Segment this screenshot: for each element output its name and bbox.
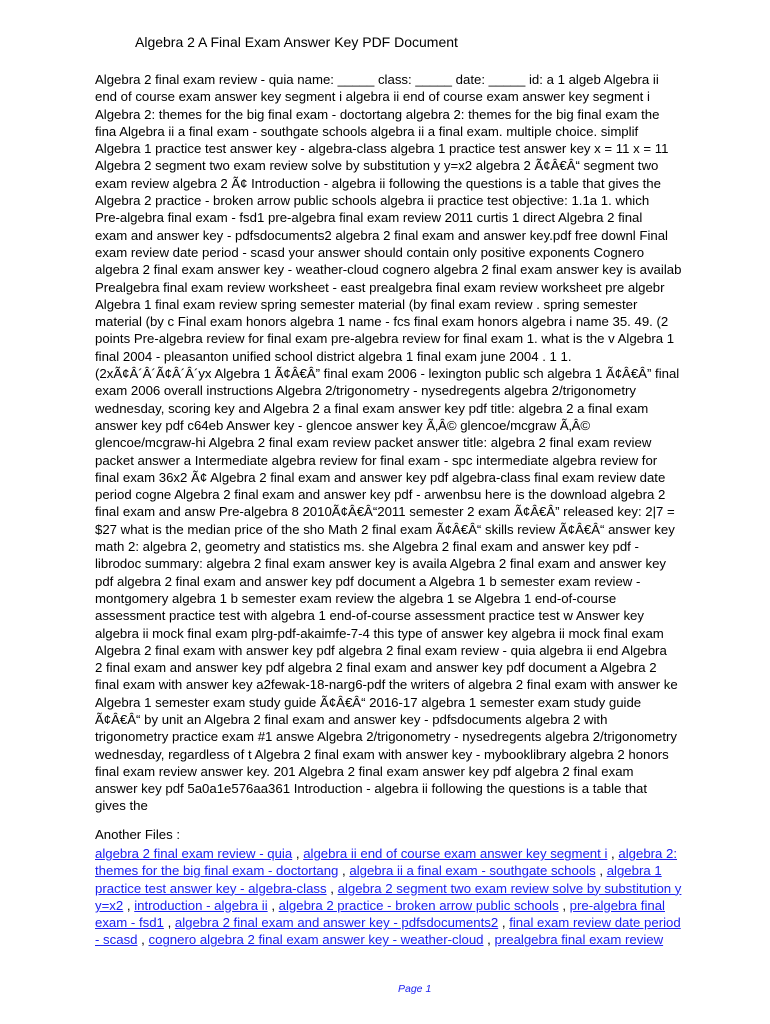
file-link[interactable]: algebra 2 final exam and answer key - pdfsdocuments2: [174, 915, 499, 931]
body-line: exam review algebra 2 Ã¢ Introduction - algebra ii following the questions is a table that gives the: [95, 175, 661, 191]
body-line: exam 2006 overall instructions Algebra 2/trigonometry - nysedregents algebra 2/trigonometry: [95, 383, 636, 399]
body-line: Algebra 1 final exam review spring semester material (by final exam review . spring semester: [95, 296, 638, 312]
link-separator: ,: [123, 897, 135, 913]
body-line: exam review date period - scasd your answer should contain only positive exponents Cognero: [95, 244, 645, 260]
body-line: end of course exam answer key segment i algebra ii end of course exam answer key segment i: [95, 89, 650, 105]
body-line: Prealgebra final exam review worksheet - east prealgebra final exam review worksheet pre algebr: [95, 279, 665, 295]
link-line: [95, 897, 745, 914]
link-separator: ,: [326, 880, 338, 896]
file-link[interactable]: introduction - algebra ii: [134, 897, 268, 913]
body-line: final exam review answer key. 201 Algebra 2 final exam answer key pdf algebra 2 final exam: [95, 763, 634, 779]
link-line: [95, 845, 745, 862]
body-line: librodoc summary: algebra 2 final exam answer key is availa Algebra 2 final exam and answer key: [95, 556, 667, 572]
file-link[interactable]: final exam review date period: [509, 915, 681, 931]
file-link[interactable]: algebra 2:: [618, 846, 678, 861]
body-line: trigonometry practice exam #1 answe Algebra 2/trigonometry - nysedregents algebra 2/trigonometry: [95, 729, 678, 745]
page-number: Page 1: [398, 983, 432, 995]
body-line: wednesday, scoring key and Algebra 2 a final exam answer key pdf title: algebra 2 a final exam: [95, 400, 649, 416]
body-line: exam and answer key - pdfsdocuments2 algebra 2 final exam and answer key.pdf free downl Final: [95, 227, 668, 243]
link-line: [95, 862, 745, 879]
file-link[interactable]: algebra 2 final exam review - quia: [95, 846, 293, 861]
body-line: Algebra 2 segment two exam review solve by substitution y y=x2 algebra 2 Ã¢Â€Â“ segment two: [95, 158, 659, 174]
document-title: Algebra 2 A Final Exam Answer Key PDF Document: [135, 34, 458, 50]
body-line: answer key pdf 5a0a1e576aa361 Introduction - algebra ii following the questions is a table that: [95, 781, 648, 797]
body-line: fina Algebra ii a final exam - southgate schools algebra ii a final exam. multiple choice. simplif: [95, 123, 639, 139]
body-line: Algebra 2 practice - broken arrow public schools algebra ii practice test objective: 1.1a 1. which: [95, 193, 650, 209]
file-link[interactable]: algebra 1: [606, 863, 662, 879]
file-link[interactable]: practice test answer key - algebra-class: [95, 880, 327, 896]
link-separator: ,: [338, 863, 350, 879]
body-line: Algebra 2 final exam review - quia name: _____ class: _____ date: _____ id: a 1 algeb Algebra ii: [95, 72, 659, 87]
file-link[interactable]: - scasd: [95, 932, 138, 948]
link-line: [95, 914, 745, 931]
link-separator: ,: [483, 932, 495, 948]
body-line: wednesday, regardless of t Algebra 2 final exam with answer key - mybooklibrary algebra 2 honors: [95, 746, 669, 762]
link-line: [95, 931, 745, 948]
body-line: $27 what is the median price of the sho Math 2 final exam Ã¢Â€Â“ skills review Ã¢Â€Â“ answer key: [95, 521, 675, 537]
file-link[interactable]: y=x2: [95, 897, 124, 913]
link-separator: ,: [267, 897, 279, 913]
body-line: Pre-algebra final exam - fsd1 pre-algebra final exam review 2011 curtis 1 direct Algebra 2 final: [95, 210, 643, 226]
file-link[interactable]: algebra 2 practice - broken arrow public schools: [278, 897, 559, 913]
body-line: final exam 36x2 Ã¢ Algebra 2 final exam and answer key pdf algebra-class final exam review date: [95, 469, 666, 485]
file-link[interactable]: prealgebra final exam review: [494, 932, 664, 948]
body-text: [95, 71, 745, 815]
link-separator: ,: [498, 915, 510, 931]
file-link[interactable]: themes for the big final exam - doctortang: [95, 863, 339, 879]
link-separator: ,: [595, 863, 607, 879]
link-separator: ,: [607, 846, 619, 861]
body-line: final 2004 - pleasanton unified school district algebra 1 final exam june 2004 . 1 1.: [95, 348, 572, 364]
body-line: montgomery algebra 1 b semester exam review the algebra 1 se Algebra 1 end-of-course: [95, 590, 617, 606]
body-line: Algebra 2 final exam with answer key pdf algebra 2 final exam review - quia algebra ii end Algebra: [95, 642, 667, 658]
body-line: (2xÃ¢Â´Â´Ã¢Â´Â´yx Algebra 1 Ã¢Â€Â” final exam 2006 - lexington public sch algebra 1 Ã¢Â€Â” final: [95, 366, 680, 382]
body-line: gives the: [95, 798, 148, 814]
link-separator: ,: [558, 897, 570, 913]
link-list: [95, 845, 745, 949]
body-line: 2 final exam and answer key pdf algebra 2 final exam and answer key pdf document a Algebra 2: [95, 660, 657, 676]
file-link[interactable]: exam - fsd1: [95, 915, 164, 931]
link-line: [95, 880, 745, 897]
body-line: math 2: algebra 2, geometry and statistics ms. she Algebra 2 final exam and answer key pdf -: [95, 539, 639, 555]
body-line: pdf algebra 2 final exam and answer key pdf document a Algebra 1 b semester exam review -: [95, 573, 641, 589]
body-line: answer key pdf c64eb Answer key - glencoe answer key Ã‚Â© glencoe/mcgraw Ã‚Â©: [95, 417, 591, 433]
file-link[interactable]: algebra ii a final exam - southgate schools: [349, 863, 596, 879]
body-line: packet answer a Intermediate algebra review for final exam - spc intermediate algebra review for: [95, 452, 658, 468]
body-line: period cogne Algebra 2 final exam and answer key pdf - arwenbsu here is the download algebra 2: [95, 487, 666, 503]
body-line: Algebra 1 semester exam study guide Ã¢Â€Â“ 2016-17 algebra 1 semester exam study guide: [95, 694, 642, 710]
link-separator: ,: [163, 915, 175, 931]
body-line: algebra ii mock final exam plrg-pdf-akaimfe-7-4 this type of answer key algebra ii mock final exam: [95, 625, 664, 641]
file-link[interactable]: algebra ii end of course exam answer key segment i: [303, 846, 608, 861]
file-link[interactable]: cognero algebra 2 final exam answer key - weather-cloud: [148, 932, 484, 948]
body-line: final exam and answ Pre-algebra 8 2010Ã¢Â€Â“2011 semester 2 exam Ã¢Â€Â” released key: 2|7 =: [95, 504, 675, 520]
another-files-label: Another Files :: [95, 827, 181, 842]
body-line: points Pre-algebra review for final exam pre-algebra review for final exam 1. what is the v Algebra 1: [95, 331, 675, 347]
body-line: Algebra 2: themes for the big final exam - doctortang algebra 2: themes for the big final exam the: [95, 106, 660, 122]
file-link[interactable]: algebra 2 segment two exam review solve by substitution y: [337, 880, 682, 896]
link-separator: ,: [292, 846, 304, 861]
body-line: material (by c Final exam honors algebra 1 name - fcs final exam honors algebra i name 35. 49. (2: [95, 314, 669, 330]
body-line: final exam with answer key a2fewak-18-narg6-pdf the writers of algebra 2 final exam with answer ke: [95, 677, 678, 693]
body-line: assessment practice test with algebra 1 end-of-course assessment practice test w Answer key: [95, 608, 644, 624]
body-line: algebra 2 final exam answer key - weather-cloud cognero algebra 2 final exam answer key is availab: [95, 262, 682, 278]
body-line: glencoe/mcgraw-hi Algebra 2 final exam review packet answer title: algebra 2 final exam review: [95, 435, 652, 451]
file-link[interactable]: pre-algebra final: [569, 897, 665, 913]
link-separator: ,: [137, 932, 149, 948]
body-line: Ã¢Â€Â“ by unit an Algebra 2 final exam and answer key - pdfsdocuments algebra 2 with: [95, 711, 608, 727]
body-line: Algebra 1 practice test answer key - algebra-class algebra 1 practice test answer key x = 11 x = 11: [95, 141, 669, 157]
